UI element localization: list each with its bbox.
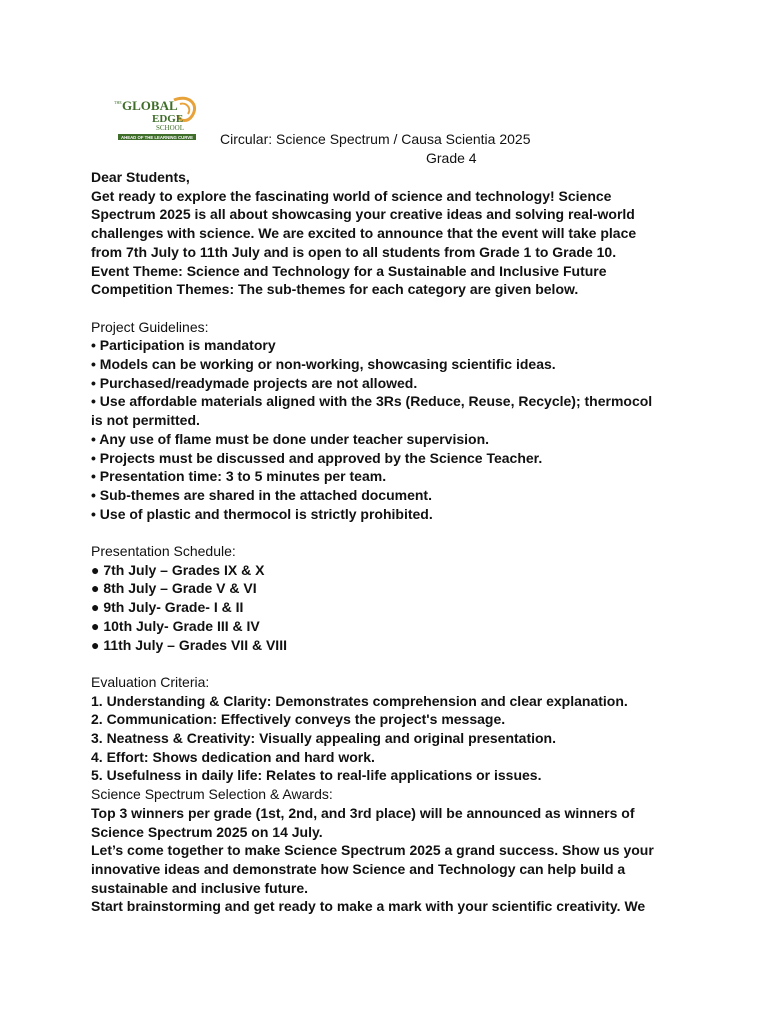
guideline-item: is not permitted.	[91, 412, 200, 429]
guidelines-heading: Project Guidelines:	[91, 318, 209, 335]
evaluation-item: 5. Usefulness in daily life: Relates to real-life applications or issues.	[91, 767, 542, 784]
schedule-item: ● 8th July – Grade V & VI	[91, 580, 257, 597]
circular-title: Circular: Science Spectrum / Causa Scientia 2025	[220, 131, 531, 147]
guideline-item: • Models can be working or non-working, showcasing scientific ideas.	[91, 356, 556, 373]
svg-text:EDGE: EDGE	[152, 113, 184, 125]
school-logo	[108, 94, 204, 146]
guideline-item: • Participation is mandatory	[91, 337, 276, 354]
competition-themes: Competition Themes: The sub-themes for each category are given below.	[91, 281, 579, 298]
schedule-heading: Presentation Schedule:	[91, 543, 236, 560]
awards-heading: Science Spectrum Selection & Awards:	[91, 786, 333, 803]
schedule-item: ● 10th July- Grade III & IV	[91, 617, 260, 634]
schedule-item: ● 11th July – Grades VII & VIII	[91, 636, 287, 653]
evaluation-item: 2. Communication: Effectively conveys the project's message.	[91, 711, 506, 728]
svg-text:SCHOOL: SCHOOL	[156, 124, 185, 132]
evaluation-item: 1. Understanding & Clarity: Demonstrates comprehension and clear explanation.	[91, 692, 628, 709]
guideline-item: • Use affordable materials aligned with the 3Rs (Reduce, Reuse, Recycle); thermocol	[91, 393, 653, 410]
evaluation-item: 3. Neatness & Creativity: Visually appealing and original presentation.	[91, 730, 556, 747]
global-edge-logo-icon	[108, 94, 204, 146]
grade-label: Grade 4	[426, 150, 477, 166]
awards-line: Science Spectrum 2025 on 14 July.	[91, 823, 323, 840]
svg-text:GLOBAL: GLOBAL	[122, 98, 178, 113]
evaluation-item: 4. Effort: Shows dedication and hard work.	[91, 748, 375, 765]
guideline-item: • Use of plastic and thermocol is strictly prohibited.	[91, 505, 433, 522]
closing-line: sustainable and inclusive future.	[91, 879, 309, 896]
closing-line: Let’s come together to make Science Spectrum 2025 a grand success. Show us your	[91, 842, 654, 859]
intro-line: from 7th July to 11th July and is open to all students from Grade 1 to Grade 10.	[91, 243, 617, 260]
schedule-item: ● 9th July- Grade- I & II	[91, 599, 244, 616]
awards-line: Top 3 winners per grade (1st, 2nd, and 3rd place) will be announced as winners of	[91, 804, 635, 821]
guideline-item: • Sub-themes are shared in the attached document.	[91, 486, 432, 503]
schedule-item: ● 7th July – Grades IX & X	[91, 561, 265, 578]
circular-body	[91, 168, 691, 916]
guideline-item: • Presentation time: 3 to 5 minutes per team.	[91, 468, 387, 485]
spacer	[91, 299, 691, 318]
greeting: Dear Students,	[91, 169, 190, 185]
event-theme: Event Theme: Science and Technology for a Sustainable and Inclusive Future	[91, 262, 607, 279]
spacer	[91, 523, 691, 542]
evaluation-heading: Evaluation Criteria:	[91, 673, 210, 690]
svg-text:AHEAD OF THE LEARNING CURVE: AHEAD OF THE LEARNING CURVE	[121, 135, 194, 140]
intro-line: Get ready to explore the fascinating world of science and technology! Science	[91, 187, 612, 204]
guideline-item: • Any use of flame must be done under teacher supervision.	[91, 430, 490, 447]
closing-line: Start brainstorming and get ready to make a mark with your scientific creativity. We	[91, 898, 646, 915]
svg-text:THE: THE	[114, 100, 122, 105]
intro-line: challenges with science. We are excited to announce that the event will take place	[91, 225, 637, 242]
spacer	[91, 654, 691, 673]
guideline-item: • Purchased/readymade projects are not allowed.	[91, 374, 418, 391]
guideline-item: • Projects must be discussed and approved by the Science Teacher.	[91, 449, 543, 466]
intro-line: Spectrum 2025 is all about showcasing your creative ideas and solving real-world	[91, 206, 635, 223]
closing-line: innovative ideas and demonstrate how Science and Technology can help build a	[91, 860, 626, 877]
